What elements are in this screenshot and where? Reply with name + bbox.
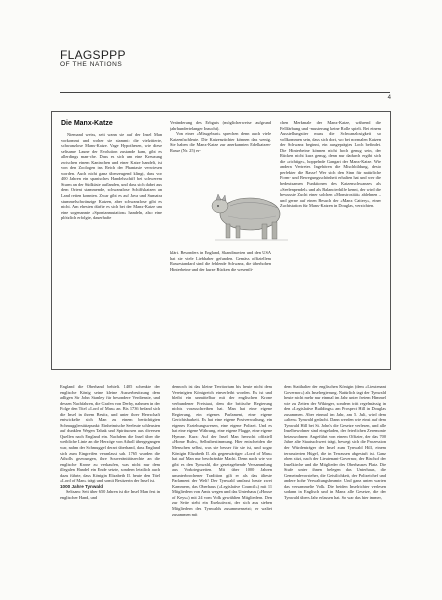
box-col1-text: Niemand weiss, seit wann sie auf der Insel Man vorkommt und woher sie stammt: die vielzitierte, schwanzlose Manx-Katze. Vage Hypothesen, wie diese seltsame Laune der Evolution zustande kam, gibt es allerdings man-che. Dass es sich um eine Kreuzung zwischen einem Kaninchen und einer Katze handelt, ist von den Zoologen ins Reich der Phantasie verwiesen worden. Auch nicht ganz überzeugend klingt, dass vor 400 Jahren ein spanisches Handelsschiff bei schwerem Sturm an der Südküste auflanden, und dass sich dabei aus dem Orient stammende, schwanzlose Schiffskatzen an Land retten konnten. Zwar gibt es auf Java und Sumatra stummelschwänzige Katzen, aber schwanzlose gibt es nicht. Am ehesten dürfte es sich bei der Manx-Katze um eine sogenannte «Spontanmutation» handeln, also eine plötzlich erfolgte, dauerhafte bbox=[61, 132, 162, 221]
page-number: 4 bbox=[387, 95, 391, 101]
body-col3-text: dem Statthalter der englischen Königin (dem «Lieutenant Governor») als Inselregierung. Natürlich tagt der Tynwald heute nicht mehr nur einmal im Jahr unter freiem Himmel wie zu Zeiten der Wikinger, sondern tritt regelmässig in den «Legislative Buildings» am Prospect Hill in Douglas zusammen. Aber einmal im Jahr, am 5. Juli, wird dem «alten» Tynwald gedacht. Dann werden wie einst auf dem Tynwald Hill bei St. John's die Gesetze verlesen, und alle Inselbewohner sind eingeladen, der feierlichen Zeremonie beizuwohnen: Angeführt von einem Offizier, der das 700 Jahre alte Staatsschwert trägt, bewegt sich die Prozession der Würdenträger der Insel zum Tynwald Hill, einem terrassierten Hügel, die in Terrassen abgestuft ist. Ganz oben sitzt, nach der Lieutenant-Governor, der Bischof der Inselkirche und die Mitglieder des Oberhauses Platz. Die Stufe unter ihnen belegen das Unterhaus, die Gemeindevorsteher, die Geistlichkeit, der Polizeichef und andere hohe Verwaltungsbeamte. Und ganz unten warten das versammelte Volk. Die beiden Inselrichter verlesen sodann in Englisch und in Manx alle Gesetze, die der Tynwald übers Jahr erlassen hat. So war das hier immer, bbox=[284, 384, 386, 500]
box-col2-text-c: klärt. Besonders in England, Skandinavien und den USA hat sie viele Liebhaber gefunden. Gemäss offiziellem Rassestandard sind die fehlende Schwanz, die überhohen Hinterbeine und der kurze Rücken die wesentli- bbox=[170, 250, 271, 272]
section-heading: 1000 Jahre Tynwald bbox=[60, 483, 104, 489]
box-col3-text: chen Merkmale der Manx-Katze, während die Fellfärbung und -musterung keine Rolle spielt. Bei einem Ausstellungstier muss die Schwanzlosigkeit so vollkommen sein, dass sich dort, wo bei normalen Katzen der Schwanz beginnt, ein ausgeprägtes Loch befindet. Die Hinterbeine können nicht hoch genug sein, der Rücken nicht kurz genug, denn nur dadurch ergibt sich die «richtige», hoppelnde Gangart der Manx-Katze. Wie andern Vertreter. Ingehören die Mischbildung, desto perfekter die Rasse! Wer sich den Sinn für natürliche Form- und Bewegungsschönheit erhalten hat und wer die bedeutsamen Funktionen des Katzenschwanzes als «Seelenpendel» und als Balancierhilfe kennt, der wird die bewusste Zucht einer solchen «Monstrosität» ablehnen – und gerne auf einen Besuch der «Manx Cattery», einer Zuchtstation für Manx-Katzen in Douglas, verzichten. bbox=[280, 120, 381, 209]
logo-subtitle: OF THE NATIONS bbox=[60, 61, 123, 68]
box-column-1 bbox=[61, 132, 162, 364]
box-column-2-top bbox=[170, 120, 271, 176]
body-column-1 bbox=[60, 384, 160, 594]
body-col1-tail: Seltsam: Seit über 650 Jahren ist die Insel Man fest in englischer Hand, und bbox=[60, 489, 160, 500]
box-col2-text-a: Veränderung des Erbguts (möglicherweise aufgrund jahrhundertelanger Inzucht). bbox=[170, 120, 271, 131]
box-column-3 bbox=[280, 120, 381, 364]
body-col2-text: dennoch ist das kleine Territorium bis heute nicht dem Vereinigten Königreich einverleibt worden. Es ist und bleibt ein unmittelbar mit der englischen Krone verbundener Freistaat, dem die britische Regierung nichts vorzuschreiben hat. Man hat eine eigene Regierung, ein eigenes Parlament, eine eigene Gerichtsbarkeit. Es hat eine eigene Postverwaltung, ein eigenes Erziehungswesen, eine eigene Polizei. Und es hat eine eigene Währung, eine eigene Flagge, eine eigene Hymne. Kurz: Auf der Insel Man herrscht offiziell «Home Rule», Selbstbestimmung. Hier entscheiden die Menschen selbst, was sie besser für sie ist, und sogar Königin Elizabeth II. als gegenwärtiger «Lord of Man» hat auf Man nur beschränkte Macht. Denn nach wie vor gibt es den Tynwald, die gesetzgebende Versammlung aus Vorkriegszeiten. Mit über 1000 Jahren ununterbrochener Tradition gilt er als das älteste Parlament der Welt! Der Tynwald umfasst heute zwei Kammern, das Oberhaus («Legislative Council») mit 11 Mitgliedern von Amts wegen und das Unterhaus («House of Keys») mit 24 vom Volk gewählten Mitgliedern. Den zur Seite steht ein Exekutivrat, der sich aus sieben Mitgliedern des Tynwalds zusammensetzt; er waltet zusammen mit bbox=[172, 384, 272, 517]
body-column-2 bbox=[172, 384, 272, 594]
body-column-3 bbox=[284, 384, 386, 594]
flags-of-the-nations-logo bbox=[60, 49, 126, 69]
box-column-2-bottom bbox=[170, 250, 271, 362]
logo-title: FLAGSPPP bbox=[60, 48, 126, 62]
body-col1-text: England die Oberhand behielt. 1405 schenkte der englische König seine kleine Ausserbesitzung dem adligen Sir John Stanley für besondere Verdienste, und dessen Nachfahren, die Grafen von Derby, nahmen in der Folge den Titel «Lord of Man» an. Bis 1736 befand sich die Insel in ihrem Besitz, und unter ihrer Herrschaft entwickelte sich Man zu einem berüchtigten Schmugglerstützpunkt: Einheimische Seeleute schleusten auf dunklen Wegen Tabak und Spirituosen aus diversen Quellen nach England ein. Nachdem die Insel über die weibliche Linie an die Herzöge von Atholl übergegangen war, nahm der Schmuggel derart überhand, dass England sich zum Eingreifen veranlasst sah. 1765 wurden die Atholls gezwungen, ihre Souveränitätsrechte an die englische Krone zu verkaufen, was nicht nur dem illegalen Handel ein Ende setzte, sondern letztlich auch dazu führte, dass Königin Elizabeth II. heute den Titel «Lord of Man» trägt und somit Besitzerin der Insel ist. bbox=[60, 384, 160, 484]
sidebar-box bbox=[51, 111, 391, 370]
box-col2-text-b: Von einer «Missgeburt» sprechen denn auch viele Katzenfachleute. Die Katzenzüchter können das wenig. Sie haben die Manx-Katze zur anerkannten Edelkatzen-Rasse (Nr. 25) er- bbox=[170, 131, 271, 153]
box-title: Die Manx-Katze bbox=[61, 120, 113, 127]
header-rule bbox=[60, 92, 390, 93]
